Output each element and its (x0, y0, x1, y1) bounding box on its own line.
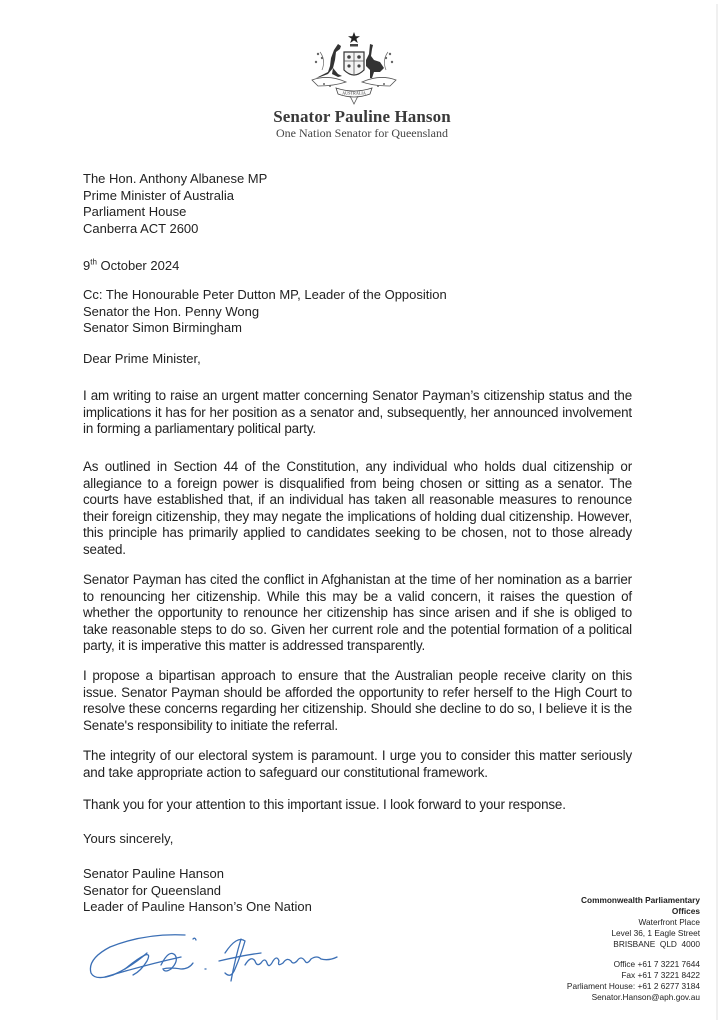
body-paragraph: Senator Payman has cited the conflict in Afghanistan at the time of her nomination as a barrier to renouncing her citizenship. While this may be a valid concern, it raises the question of whether the opportunity to renounce her citizenship has since arisen and if she is obliged to take reasonable steps to do so. Given her current role and the potential formation of a political party, it is imperative this matter is addressed transparently. (83, 572, 632, 654)
date-day: 9 (83, 258, 91, 273)
parliament-house-phone: Parliament House: +61 2 6277 3184 (566, 981, 700, 991)
signatory-line: Senator for Queensland (83, 882, 222, 898)
office-phone: Office +61 7 3221 7644 (613, 959, 700, 969)
svg-text:AUSTRALIA: AUSTRALIA (342, 90, 366, 96)
signature-icon (85, 925, 345, 995)
cc-line: Senator the Hon. Penny Wong (83, 303, 260, 319)
office-email[interactable]: Senator.Hanson@aph.gov.au (591, 992, 700, 1002)
body-paragraph: The integrity of our electoral system is paramount. I urge you to consider this matter seriously and take appropriate action to safeguard our constitutional framework. (83, 748, 632, 780)
closing: Yours sincerely, (83, 831, 174, 846)
coat-of-arms-icon (308, 30, 400, 106)
body-paragraph: Thank you for your attention to this important issue. I look forward to your response. (83, 797, 566, 812)
signatory-line: Senator Pauline Hanson (83, 866, 224, 881)
date-rest: October 2024 (96, 258, 180, 273)
office-fax: Fax +61 7 3221 8422 (621, 970, 700, 980)
office-address-line: Waterfront Place (638, 917, 700, 927)
cc-line: Senator Simon Birmingham (83, 320, 242, 335)
signatory-line: Leader of Pauline Hanson’s One Nation (83, 899, 312, 914)
date-suffix: th (90, 257, 97, 267)
office-address-line: BRISBANE QLD 4000 (613, 939, 700, 949)
salutation: Dear Prime Minister, (83, 351, 201, 366)
cc-list (83, 287, 447, 337)
body-paragraph: I propose a bipartisan approach to ensure that the Australian people receive clarity on this issue. Senator Payman should be afforded the opportunity to refer herself to the High Court to resolve these concerns regarding her citizenship. Should she decline to do so, I believe it is the Senate's responsibility to initiate the referral. (83, 668, 632, 733)
body-paragraph: I am writing to raise an urgent matter concerning Senator Payman’s citizenship status and the implications it has for her position as a senator and, subsequently, her announced involvement in forming a parliamentary political party. (83, 388, 632, 437)
office-heading: Offices (671, 906, 700, 916)
office-address (540, 895, 700, 1003)
letter-date (83, 258, 179, 275)
signatory-block (83, 866, 312, 916)
office-address-line: Level 36, 1 Eagle Street (611, 928, 700, 938)
letterhead-subtitle: One Nation Senator for Queensland (276, 126, 448, 140)
recipient-line: Prime Minister of Australia (83, 187, 234, 203)
body-paragraph: As outlined in Section 44 of the Constitution, any individual who holds dual citizenship or allegiance to a foreign power is disqualified from being chosen or sitting as a senator. The courts have established that, if an individual has taken all reasonable measures to renounce their foreign citizenship, they may negate the implications of holding dual citizenship. However, this principle has primarily applied to candidates seeking to be chosen, not to those already seated. (83, 459, 632, 557)
recipient-line: Canberra ACT 2600 (83, 220, 199, 236)
recipient-address (83, 171, 267, 237)
office-heading: Commonwealth Parliamentary (581, 895, 700, 905)
letterhead-name: Senator Pauline Hanson (273, 107, 451, 126)
recipient-line: The Hon. Anthony Albanese MP (83, 171, 268, 186)
cc-line: Cc: The Honourable Peter Dutton MP, Leader of the Opposition (83, 287, 447, 302)
recipient-line: Parliament House (83, 204, 187, 219)
page-edge (716, 4, 718, 1020)
